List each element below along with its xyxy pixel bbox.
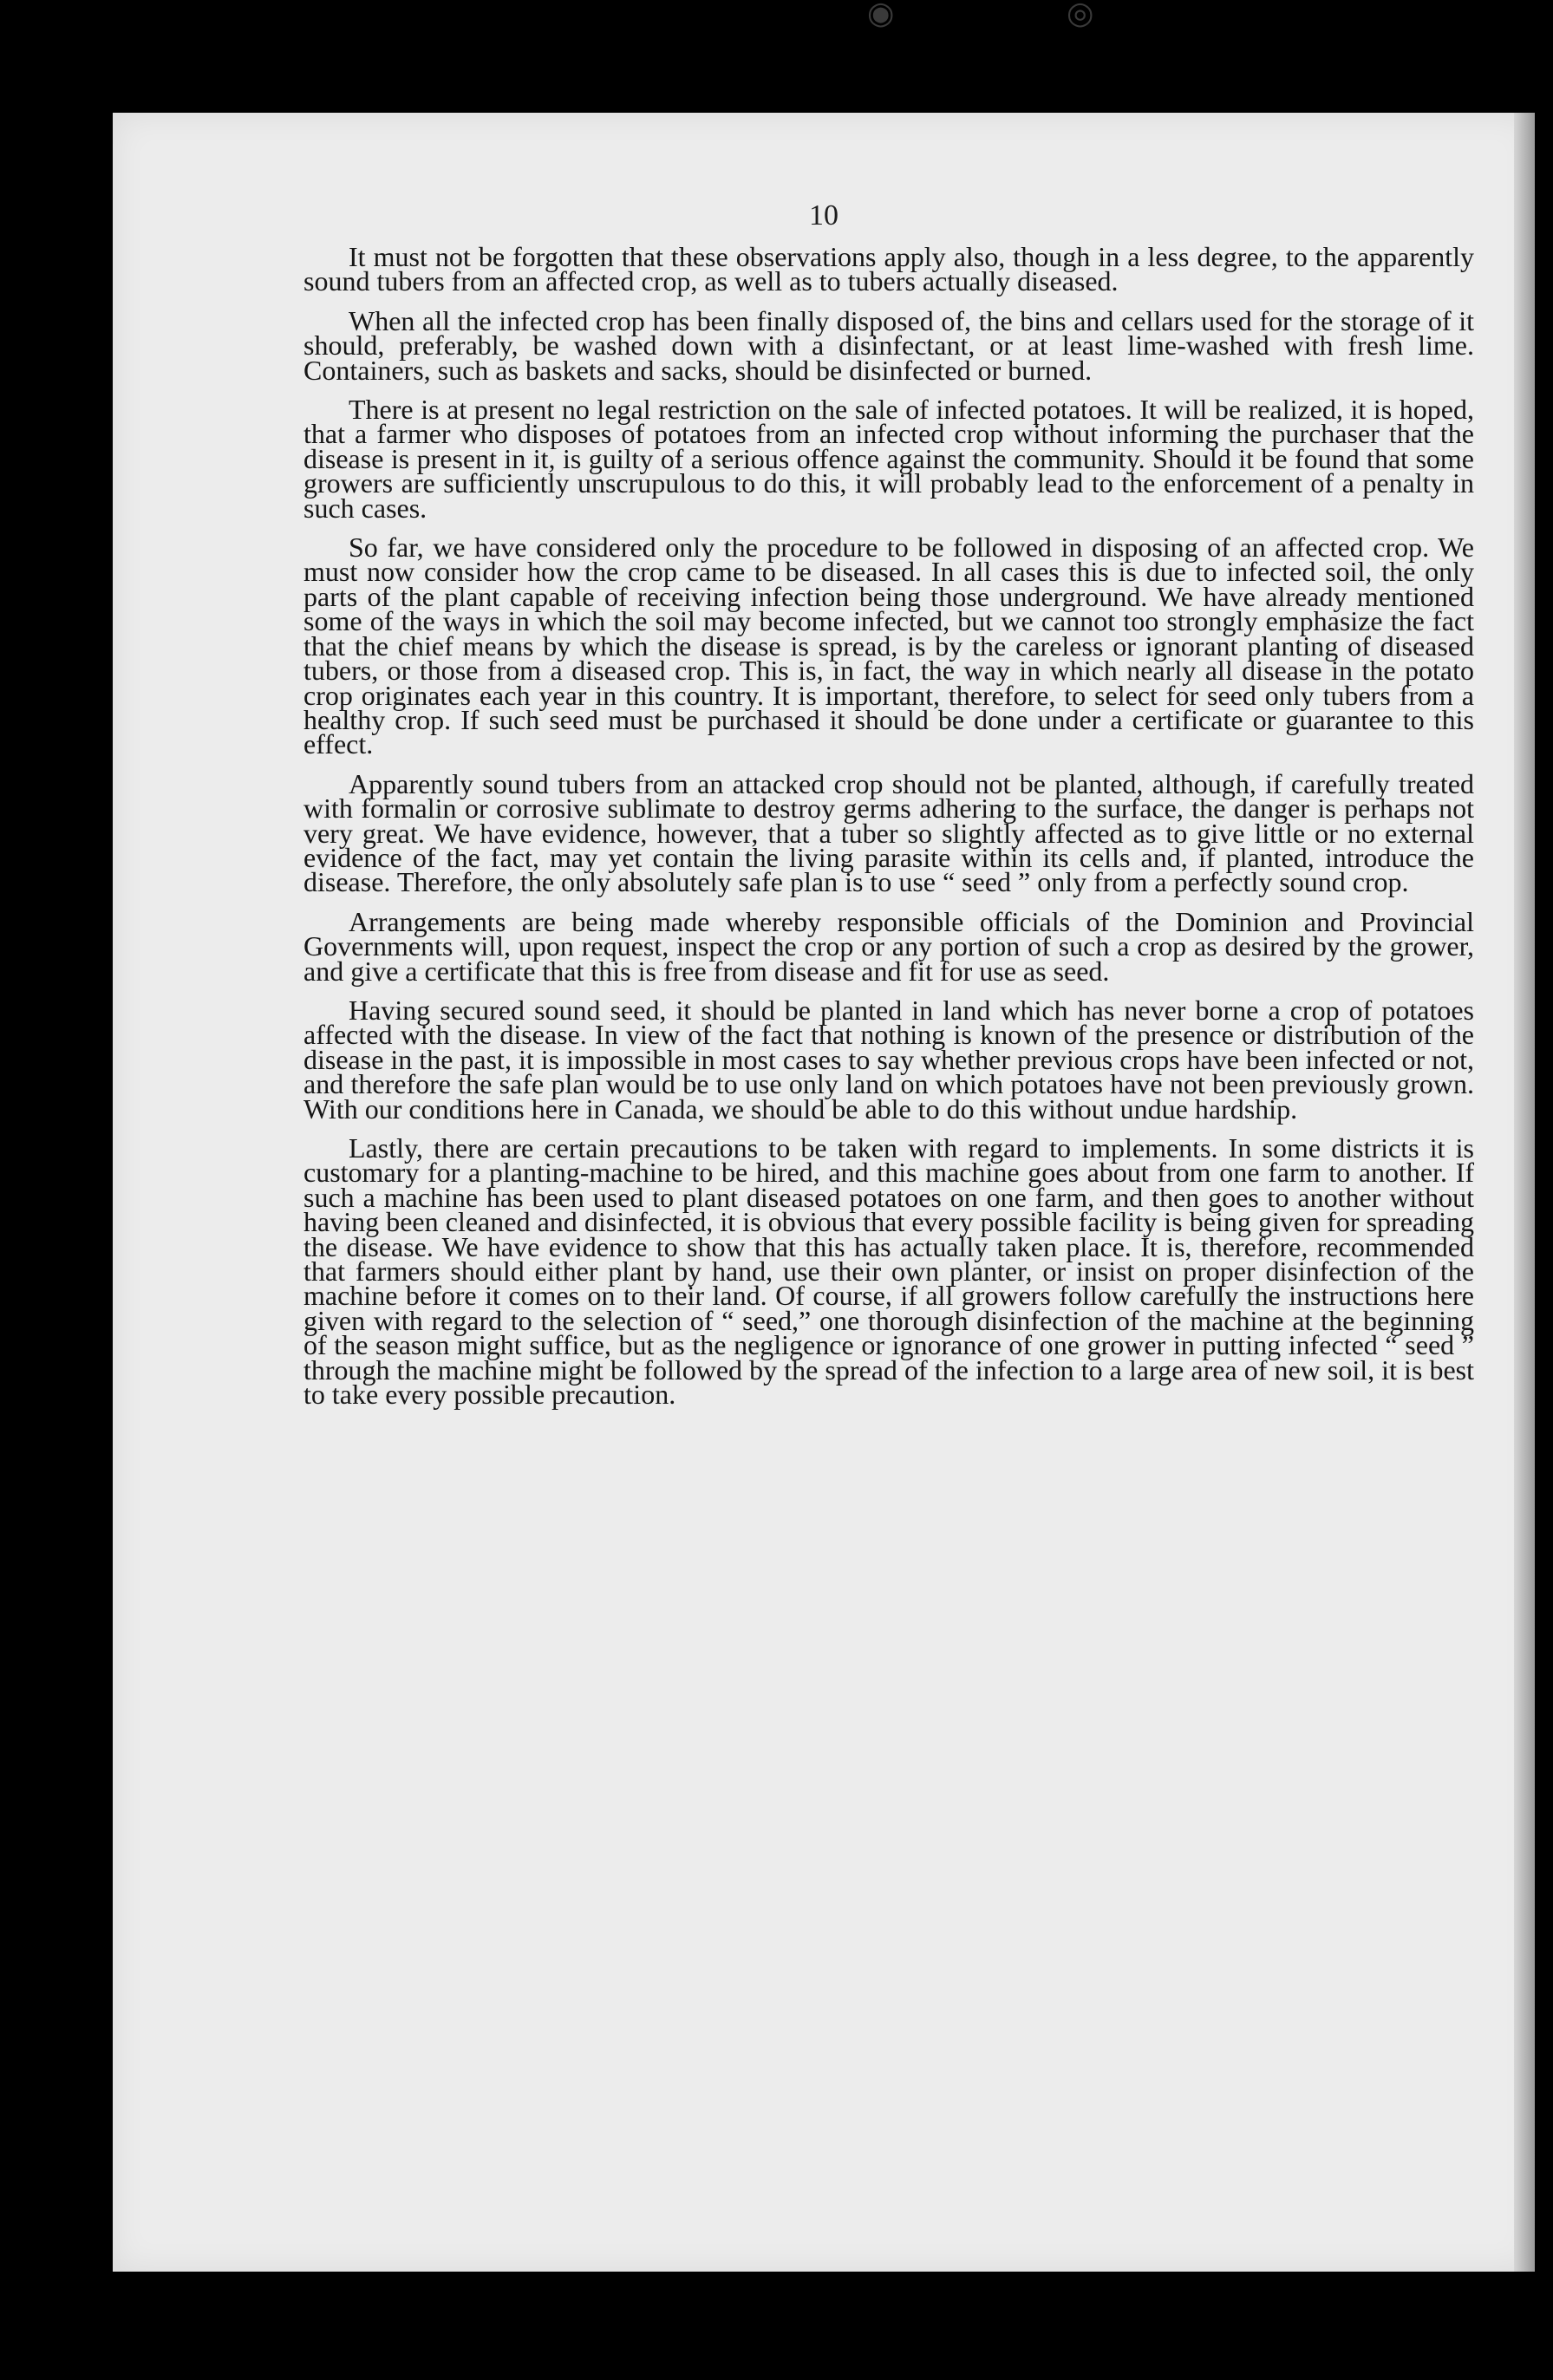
document-page xyxy=(113,113,1535,2272)
scan-artifact-mark: ◎ xyxy=(1067,0,1094,30)
paragraph: Arrangements are being made whereby responsible officials of the Dominion and Provincial Governments will, upon request, inspect the crop or any portion of such a crop as desired by the grower, and give a certificate that this is free from disease and fit for use as seed. xyxy=(303,905,1474,987)
paragraph: It must not be forgotten that these observations apply also, though in a less degree, to the apparently sound tubers from an affected crop, as well as to tubers actually diseased. xyxy=(303,241,1474,297)
page-edge-shadow xyxy=(1514,113,1535,2272)
paragraph: Apparently sound tubers from an attacked crop should not be planted, although, if carefully treated with formalin or corrosive sublimate to destroy germs adhering to the surface, the danger is perhaps not very great. We have evidence, however, that a tuber so slightly affected as to give little or no external evidence of the fact, may yet contain the living parasite within its cells and, if planted, introduce the disease. Therefore, the only absolutely safe plan is to use “ seed ” only from a perfectly sound crop. xyxy=(303,767,1474,898)
paragraph: So far, we have considered only the procedure to be followed in disposing of an affected crop. We must now consider how the crop came to be diseased. In all cases this is due to infected soil, the only parts of the plant capable of receiving infection being those underground. We have already mentioned some of the ways in which the soil may become infected, but we cannot too strongly emphasize the fact that the chief means by which the disease is spread, is by the careless or ignorant planting of diseased tubers, or those from a diseased crop. This is, in fact, the way in which nearly all disease in the potato crop originates each year in this country. It is important, therefore, to select for seed only tubers from a healthy crop. If such seed must be purchased it should be done under a certificate or guarantee to this effect. xyxy=(303,531,1474,760)
body-text xyxy=(303,241,1474,1421)
scan-artifact-mark: ◉ xyxy=(867,0,895,30)
page-number: 10 xyxy=(809,199,838,231)
paragraph: Lastly, there are certain precautions to be taken with regard to implements. In some districts it is customary for a planting-machine to be hired, and this machine goes about from one farm to another. If such a machine has been used to plant diseased potatoes on one farm, and then goes to another without having been cleaned and disinfected, it is obvious that every possible facility is being given for spreading the disease. We have evidence to show that this has actually taken place. It is, therefore, recommended that farmers should either plant by hand, use their own planter, or insist on proper disinfection of the machine before it comes on to their land. Of course, if all growers follow carefully the instructions here given with regard to the selection of “ seed,” one thorough disinfection of the machine at the beginning of the season might suffice, but as the negligence or ignorance of one grower in putting infected “ seed ” through the machine might be followed by the spread of the infection to a large area of new soil, it is best to take every possible precaution. xyxy=(303,1132,1474,1411)
paragraph: Having secured sound seed, it should be planted in land which has never borne a crop of potatoes affected with the disease. In view of the fact that nothing is known of the presence or distribution of the disease in the past, it is impossible in most cases to say whether previous crops have been infected or not, and therefore the safe plan would be to use only land on which potatoes have not been previously grown. With our conditions here in Canada, we should be able to do this without undue hardship. xyxy=(303,994,1474,1125)
paragraph: When all the infected crop has been finally disposed of, the bins and cellars used for the storage of it should, preferably, be washed down with a disinfectant, or at least lime-washed with fresh lime. Containers, such as baskets and sacks, should be disinfected or burned. xyxy=(303,304,1474,386)
paragraph: There is at present no legal restriction on the sale of infected potatoes. It will be realized, it is hoped, that a farmer who disposes of potatoes from an infected crop without informing the purchaser that the disease is present in it, is guilty of a serious offence against the community. Should it be found that some growers are sufficiently unscrupulous to do this, it will probably lead to the enforcement of a penalty in such cases. xyxy=(303,394,1474,524)
